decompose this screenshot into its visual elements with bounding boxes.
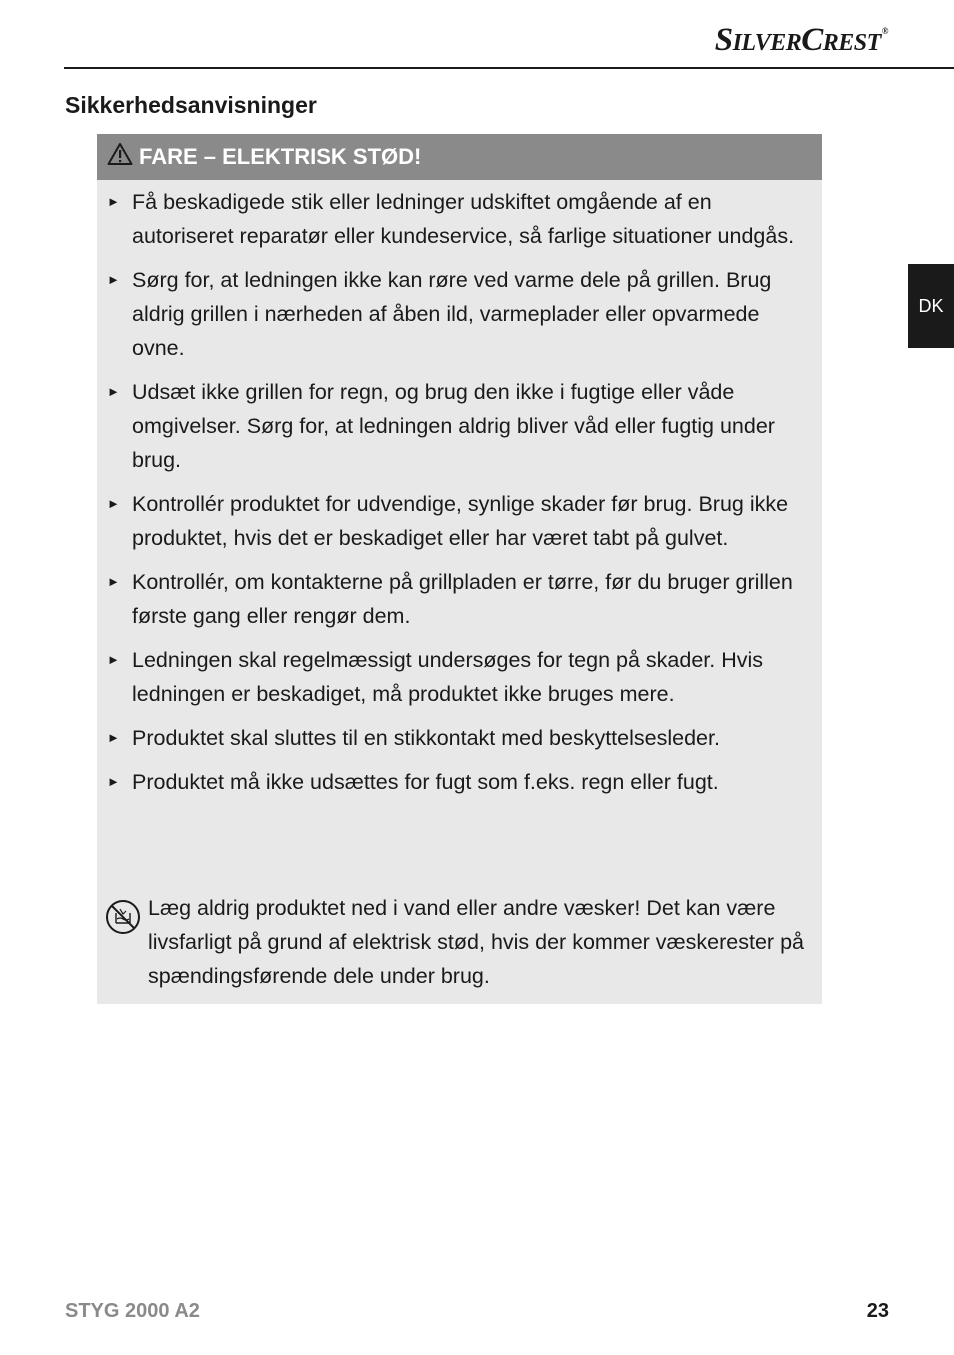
bullet-arrow-icon: ► xyxy=(107,194,120,209)
bullet-arrow-icon: ► xyxy=(107,774,120,789)
list-item: ► Få beskadigede stik eller ledninger udskiftet omgående af en autoriseret reparatør eller kundeservice, så farlige situationer undgås. xyxy=(97,185,822,253)
list-item: ► Sørg for, at ledningen ikke kan røre ved varme dele på grillen. Brug aldrig grillen i nærheden af åben ild, varmeplader eller opvarmede ovne. xyxy=(97,263,822,365)
list-item: ► Produktet må ikke udsættes for fugt som f.eks. regn eller fugt. xyxy=(97,765,822,799)
section-title: Sikkerhedsanvisninger xyxy=(65,92,317,118)
warning-box xyxy=(97,134,822,1004)
immersion-warning-note xyxy=(97,891,822,993)
language-tab: DK xyxy=(908,264,954,348)
list-item: ► Kontrollér, om kontakterne på grillpladen er tørre, før du bruger grillen første gang eller rengør dem. xyxy=(97,565,822,633)
no-immersion-icon xyxy=(105,899,141,940)
list-item: ► Kontrollér produktet for udvendige, synlige skader før brug. Brug ikke produktet, hvis det er beskadiget eller har været tabt på gulvet. xyxy=(97,487,822,555)
warning-triangle-icon xyxy=(107,142,139,172)
page-number: 23 xyxy=(866,1300,889,1322)
bullet-arrow-icon: ► xyxy=(107,496,120,511)
bullet-arrow-icon: ► xyxy=(107,730,120,745)
warning-header xyxy=(97,134,822,180)
bullet-arrow-icon: ► xyxy=(107,574,120,589)
bullet-arrow-icon: ► xyxy=(107,272,120,287)
warning-title: FARE – ELEKTRISK STØD! xyxy=(139,144,422,169)
list-item: ► Produktet skal sluttes til en stikkontakt med beskyttelsesleder. xyxy=(97,721,822,755)
list-item: ► Ledningen skal regelmæssigt undersøges for tegn på skader. Hvis ledningen er beskadiget, må produktet ikke bruges mere. xyxy=(97,643,822,711)
bullet-arrow-icon: ► xyxy=(107,652,120,667)
header-rule xyxy=(64,67,954,69)
footer-model: STYG 2000 A2 xyxy=(65,1300,200,1322)
bullet-arrow-icon: ► xyxy=(107,384,120,399)
list-item: ► Udsæt ikke grillen for regn, og brug den ikke i fugtige eller våde omgivelser. Sørg for, at ledningen aldrig bliver våd eller fugtig under brug. xyxy=(97,375,822,477)
warning-list xyxy=(97,185,822,809)
brand-logo: SILVERCREST® xyxy=(714,22,888,58)
note-text: Læg aldrig produktet ned i vand eller andre væsker! Det kan være livsfarligt på grund af elektrisk stød, hvis der kommer væskerester på spændingsførende dele under brug. xyxy=(148,896,804,988)
